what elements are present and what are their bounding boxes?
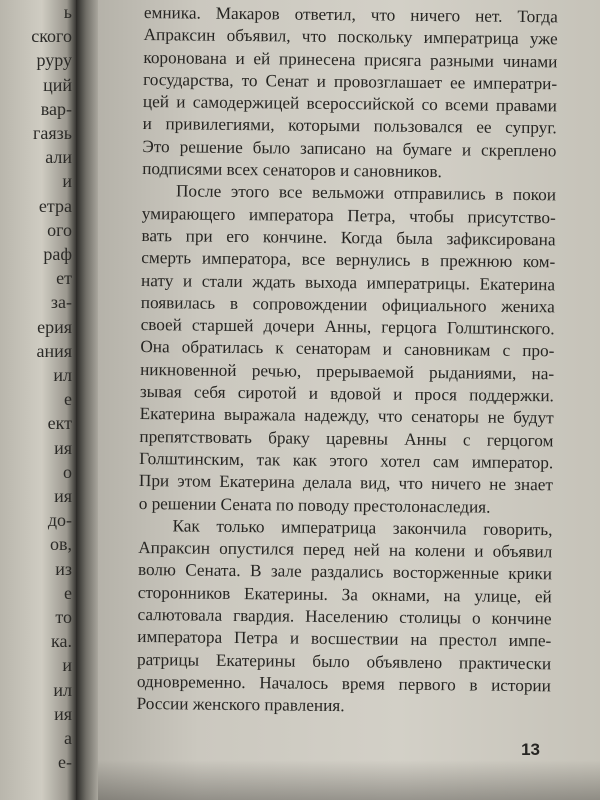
- left-page-fragment: до-: [47, 510, 72, 531]
- text-line: зывая себя сиротой и вдовой и прося поддержки.: [139, 382, 554, 406]
- left-page-fragment: из: [55, 558, 72, 579]
- text-line: о решении Сената по поводу престолонаследия.: [138, 493, 491, 517]
- left-page-fragment: руру: [36, 50, 72, 71]
- left-page-fragment: е-: [58, 752, 72, 773]
- left-page-fragment: е: [64, 582, 72, 603]
- left-page-fragment: ов,: [50, 534, 72, 555]
- text-line: Это решение было записано на бумаге и скреплено: [142, 136, 557, 161]
- left-page-fragment: ия: [54, 703, 72, 724]
- text-line: императора Петра и восшествии на престол импе-: [137, 627, 552, 651]
- body-text: [137, 2, 558, 720]
- left-page-fragment: и: [62, 655, 72, 676]
- text-line: ратрицы Екатерины было объявлено практически: [137, 649, 552, 673]
- text-line: емника. Макаров ответил, что ничего нет. Тогда: [143, 2, 558, 27]
- text-line: государства, то Сенат и провозглашает ее императри-: [143, 69, 558, 94]
- paragraph: [142, 2, 558, 185]
- left-page-fragment: гаязь: [33, 123, 72, 143]
- right-page: [98, 0, 600, 800]
- text-line: умирающего императора Петра, чтобы присутство-: [141, 203, 556, 227]
- left-page: [0, 0, 76, 800]
- left-page-fragment: о: [63, 461, 72, 482]
- left-page-fragment: за-: [50, 292, 72, 313]
- text-line: После этого все вельможи отправились в покои: [175, 181, 557, 205]
- text-line: вать при его кончине. Когда была зафиксирована: [141, 225, 556, 250]
- left-page-fragment: вар-: [40, 98, 72, 119]
- paragraph: [137, 515, 553, 720]
- text-line: препятствовать браку царевны Анны с герцогом: [139, 426, 554, 450]
- left-page-fragment: ия: [54, 437, 72, 458]
- left-page-fragment: а: [64, 728, 72, 748]
- text-line: Апраксин опустился перед ней на колени и объявил: [138, 538, 553, 562]
- text-line: Она обратилась к сенаторам и сановникам с про-: [140, 337, 555, 361]
- text-line: и привилегиями, которыми пользовался ее супруг.: [142, 114, 557, 138]
- text-line: волю Сената. В зале раздались восторженные крики: [137, 560, 553, 584]
- text-line: Как только императрица закончила говорить,: [172, 516, 553, 540]
- left-page-fragment: ил: [53, 365, 72, 385]
- left-page-fragment: ания: [36, 340, 72, 361]
- left-page-fragment: ского: [31, 26, 72, 47]
- text-line: Голштинским, так как этого хотел сам император.: [139, 448, 554, 473]
- text-line: смерть императора, все вернулись в прежнюю ком-: [141, 248, 556, 272]
- text-line: цей и самодержицей всероссийской со всеми правами: [142, 92, 558, 116]
- page-number: 13: [521, 740, 540, 759]
- page-shadow: [98, 760, 600, 800]
- text-line: появилась в сопровождении официального жениха: [140, 292, 555, 317]
- left-page-fragment: етра: [38, 195, 72, 216]
- text-line: сторонников Екатерины. За окнами, на улице, ей: [137, 582, 552, 607]
- left-page-fragment: ого: [47, 219, 72, 240]
- left-page-fragment: раф: [43, 244, 72, 264]
- left-page-fragment: то: [55, 607, 72, 627]
- text-line: коронована и ей принесена присяга разными чинами: [143, 47, 558, 71]
- left-page-fragment: ка.: [51, 631, 72, 652]
- paragraph: [139, 180, 556, 519]
- text-line: При этом Екатерина делала вид, что ничего не знает: [138, 471, 554, 495]
- text-line: Екатерина выражала надежду, что сенаторы не будут: [139, 404, 554, 428]
- left-page-fragment: али: [45, 147, 72, 168]
- left-page-fragment: е: [64, 389, 72, 410]
- book-gutter: [76, 0, 98, 800]
- text-line: подписями всех сенаторов и сановников.: [142, 159, 442, 182]
- left-page-fragment: ия: [54, 486, 72, 506]
- left-page-fragment: ций: [43, 74, 72, 95]
- text-line: салютовала гвардия. Населению столицы о кончине: [137, 604, 552, 629]
- left-page-fragment: ет: [56, 268, 72, 289]
- left-page-fragment: ерия: [37, 316, 72, 337]
- left-page-fragment: ил: [53, 679, 72, 700]
- left-page-fragment: и: [62, 171, 72, 192]
- text-line: нату и стали ждать выхода императрицы. Екатерина: [140, 270, 556, 294]
- text-line: России женского правления.: [136, 694, 345, 716]
- left-page-fragment: ь: [63, 2, 72, 22]
- text-line: своей старшей дочери Анны, герцога Голштинского.: [140, 315, 555, 339]
- text-line: Апраксин объявил, что поскольку императрица уже: [143, 25, 558, 49]
- text-line: никновенной речью, прерываемой рыданиями, на-: [140, 359, 555, 384]
- left-page-fragment: ект: [47, 413, 72, 434]
- text-line: одновременно. Началось время первого в истории: [136, 671, 551, 696]
